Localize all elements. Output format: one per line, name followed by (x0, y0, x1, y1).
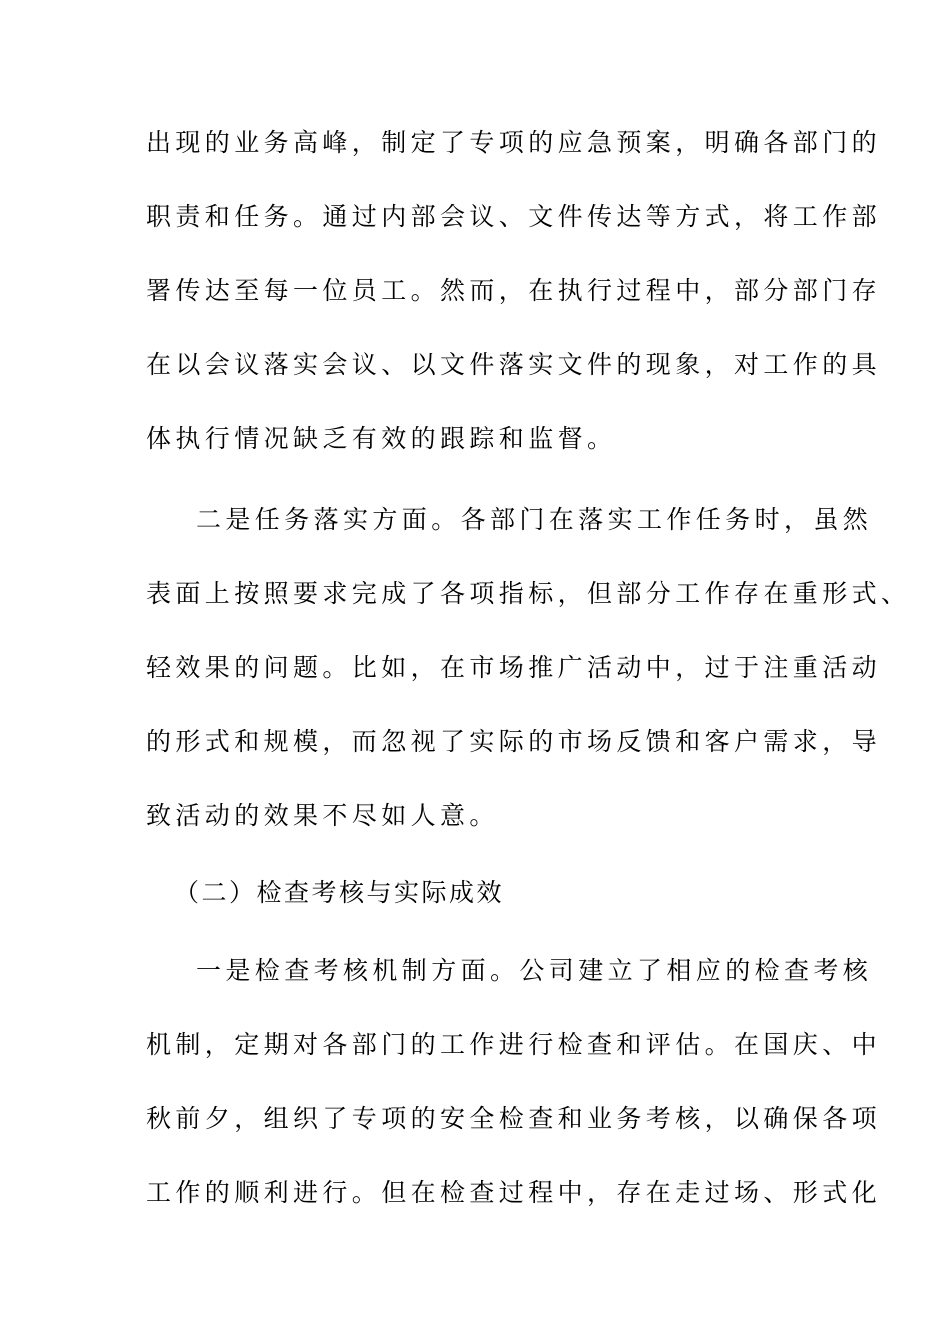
text-line: 致活动的效果不尽如人意。 (146, 801, 499, 830)
text-line: 职责和任务。通过内部会议、文件传达等方式，将工作部 (146, 202, 882, 231)
text-line: 在以会议落实会议、以文件落实文件的现象，对工作的具 (146, 350, 882, 379)
section-heading: （二）检查考核与实际成效 (174, 878, 505, 907)
paragraph-start-line: 一是检查考核机制方面。公司建立了相应的检查考核 (196, 956, 873, 985)
text-line: 的形式和规模，而忽视了实际的市场反馈和客户需求，导 (146, 727, 882, 756)
paragraph-start-line: 二是任务落实方面。各部门在落实工作任务时，虽然 (196, 505, 873, 534)
text-line: 体执行情况缺乏有效的跟踪和监督。 (146, 424, 617, 453)
text-line: 出现的业务高峰，制定了专项的应急预案，明确各部门的 (146, 128, 882, 157)
text-line: 秋前夕，组织了专项的安全检查和业务考核，以确保各项 (146, 1104, 882, 1133)
text-line: 轻效果的问题。比如，在市场推广活动中，过于注重活动 (146, 653, 882, 682)
text-line: 工作的顺利进行。但在检查过程中，存在走过场、形式化 (146, 1178, 882, 1207)
text-line: 署传达至每一位员工。然而，在执行过程中，部分部门存 (146, 276, 882, 305)
text-line: 表面上按照要求完成了各项指标，但部分工作存在重形式、 (146, 579, 911, 608)
text-line: 机制，定期对各部门的工作进行检查和评估。在国庆、中 (146, 1030, 882, 1059)
